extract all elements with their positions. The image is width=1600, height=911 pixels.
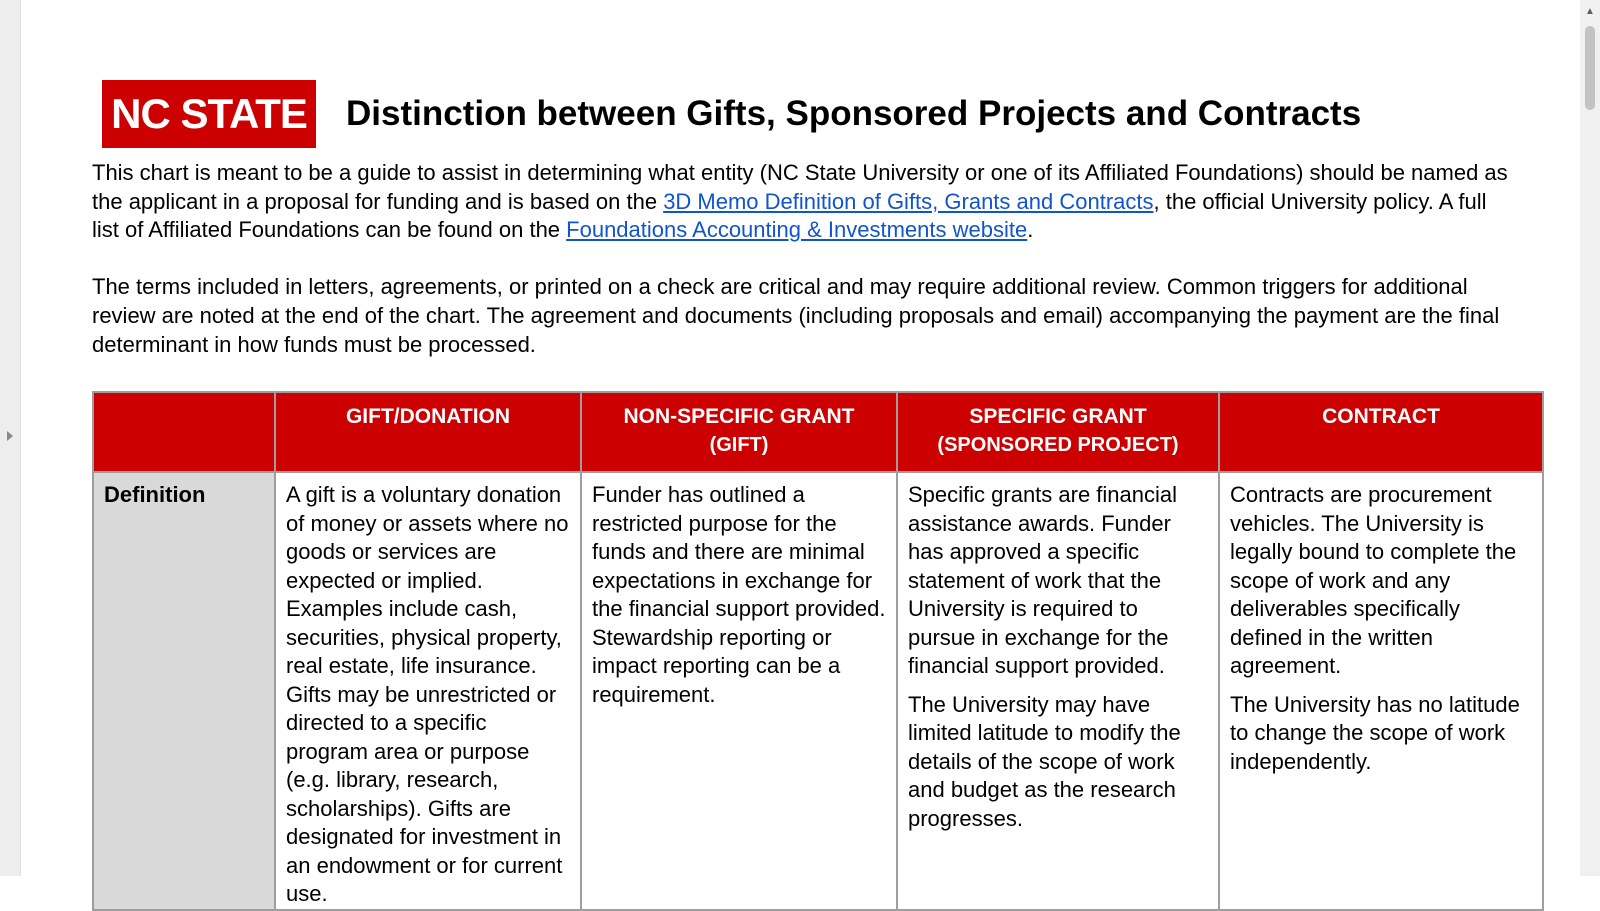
page-title: Distinction between Gifts, Sponsored Projects and Contracts (346, 94, 1362, 133)
header-label: NON-SPECIFIC GRANT (623, 405, 855, 428)
memo-definition-link[interactable]: 3D Memo Definition of Gifts, Grants and Contracts (663, 188, 1154, 214)
intro-paragraph-2: The terms included in letters, agreements, or printed on a check are critical and may require additional review. Common triggers for additional review are noted at the end of the chart. The agreement and documents (including proposals and email) accompanying the payment are the final determinant in how funds must be processed. (92, 274, 1500, 357)
header-blank (93, 392, 275, 472)
foundations-website-link[interactable]: Foundations Accounting & Investments website (566, 217, 1028, 243)
table-header-row (93, 392, 1543, 472)
distinction-table (92, 391, 1544, 911)
cell-gift-definition: A gift is a voluntary donation of money or assets where no goods or services are expected or implied. Examples include cash, securities, physical property, real estate, life insurance. Gifts may be unrestricted or directed to a specific program area or purpose (e.g. library, research, scholarships). Gifts are designated for investment in an endowment or for current use. (275, 472, 581, 910)
triangle-right-icon[interactable] (7, 431, 13, 441)
header-non-specific-grant (581, 392, 897, 472)
intro-text: , the official University policy. A full list of Affiliated Foundations can be found on the (92, 188, 1487, 243)
header-label: CONTRACT (1322, 405, 1440, 428)
cell-contract-definition (1219, 472, 1543, 910)
header-contract (1219, 392, 1543, 472)
nc-state-logo (102, 80, 316, 148)
vertical-scrollbar[interactable] (1580, 0, 1600, 876)
contract-paragraph-1: Contracts are procurement vehicles. The University is legally bound to complete the scope of work and any deliverables specifically defined in the written agreement. (1230, 482, 1517, 678)
scrollbar-thumb[interactable] (1585, 26, 1595, 110)
header-label: GIFT/DONATION (345, 405, 511, 428)
header-gift-donation (275, 392, 581, 472)
cell-non-specific-definition: Funder has outlined a restricted purpose for the funds and there are minimal expectations in exchange for the financial support provided. Stewardship reporting or impact reporting can be a requirement. (581, 472, 897, 910)
specific-paragraph-1: Specific grants are financial assistance awards. Funder has approved a specific statement of work that the University is required to pursue in exchange for the financial support provided. (908, 482, 1178, 678)
left-sidebar-gutter (0, 0, 21, 876)
cell-specific-definition (897, 472, 1219, 910)
intro-section (92, 159, 1512, 387)
logo-text: NC STATE (111, 90, 307, 137)
chevron-up-icon[interactable]: ▲ (1585, 5, 1595, 17)
intro-paragraph-1 (92, 159, 1512, 245)
header-label: SPECIFIC GRANT (969, 405, 1147, 428)
header-specific-grant (897, 392, 1219, 472)
header-sublabel: (SPONSORED PROJECT) (937, 434, 1179, 456)
row-label-definition: Definition (93, 472, 275, 910)
intro-text: This chart is meant to be a guide to assist in determining what entity (NC State University or one of its Affiliated Foundations) should be named as the applicant in a proposal for funding and is based on the (92, 160, 1508, 214)
intro-text: . (1027, 217, 1034, 243)
header-sublabel: (GIFT) (709, 434, 769, 456)
table-row-definition (93, 472, 1543, 910)
specific-paragraph-2: The University may have limited latitude to modify the details of the scope of work and budget as the research progresses. (908, 691, 1181, 831)
contract-paragraph-2: The University has no latitude to change the scope of work independently. (1230, 691, 1520, 774)
document-header (102, 80, 1361, 148)
